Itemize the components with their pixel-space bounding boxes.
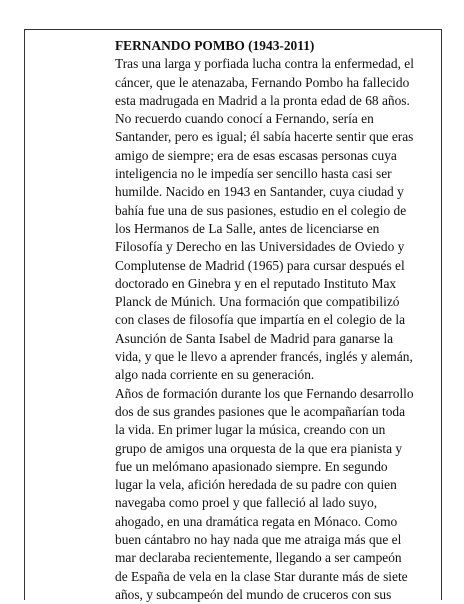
text-line: esta madrugada en Madrid a la pronta edad de 68 años. bbox=[115, 92, 410, 108]
text-line: con clases de filosofía que impartía en el colegio de la bbox=[115, 312, 406, 328]
text-line: años, y subcampeón del mundo de cruceros con sus bbox=[115, 586, 392, 602]
text-line: los Hermanos de La Salle, antes de licenciarse en bbox=[115, 220, 380, 236]
text-line: Santander, pero es igual; él sabía hacerte sentir que eras bbox=[115, 129, 414, 145]
text-line: bahía fue una de sus pasiones, estudio en el colegio de bbox=[115, 202, 407, 218]
text-line: Filosofía y Derecho en las Universidades de Oviedo y bbox=[115, 239, 405, 255]
text-line: navegaba como proel y que falleció al lado suyo, bbox=[115, 495, 378, 511]
text-line: dos de sus grandes pasiones que le acompañarían toda bbox=[115, 403, 406, 419]
text-line: grupo de amigos una orquesta de la que era pianista y bbox=[115, 440, 403, 456]
text-line: vida, y que le llevo a aprender francés, inglés y alemán, bbox=[115, 349, 413, 365]
text-line: ahogado, en una dramática regata en Mónaco. Como bbox=[115, 513, 398, 529]
article-title: FERNANDO POMBO (1943-2011) bbox=[115, 38, 315, 53]
text-line: Tras una larga y porfiada lucha contra la enfermedad, el bbox=[115, 56, 414, 72]
text-line: cáncer, que le atenazaba, Fernando Pombo ha fallecido bbox=[115, 74, 410, 90]
text-line: Asunción de Santa Isabel de Madrid para ganarse la bbox=[115, 330, 394, 346]
text-line: mar declaraba recientemente, llegando a ser campeón bbox=[115, 550, 402, 566]
text-line: humilde. Nacido en 1943 en Santander, cuya ciudad y bbox=[115, 184, 404, 200]
article bbox=[115, 37, 427, 604]
paragraph-1 bbox=[115, 55, 427, 110]
text-line: amigo de siempre; era de esas escasas personas cuya bbox=[115, 147, 397, 163]
text-line: buen cántabro no hay nada que me atraiga más que el bbox=[115, 532, 402, 548]
paragraph-3 bbox=[115, 385, 427, 604]
text-line: doctorado en Ginebra y en el reputado Instituto Max bbox=[115, 275, 397, 291]
text-line: Años de formación durante los que Fernando desarrollo bbox=[115, 385, 414, 401]
text-line: inteligencia no le impedía ser sencillo hasta casi ser bbox=[115, 166, 392, 182]
text-line: Planck de Múnich. Una formación que compatibilizó bbox=[115, 294, 400, 310]
text-line: algo nada corriente en su generación. bbox=[115, 367, 315, 383]
text-line: de España de vela en la clase Star durante más de siete bbox=[115, 568, 408, 584]
text-line: Complutense de Madrid (1965) para cursar después el bbox=[115, 257, 405, 273]
paragraph-2 bbox=[115, 110, 427, 384]
text-line: fue un melómano apasionado siempre. En segundo bbox=[115, 458, 388, 474]
text-line: la vida. En primer lugar la música, creando con un bbox=[115, 422, 386, 438]
text-line: lugar la vela, afición heredada de su padre con quien bbox=[115, 477, 397, 493]
text-line: No recuerdo cuando conocí a Fernando, sería en bbox=[115, 111, 374, 127]
